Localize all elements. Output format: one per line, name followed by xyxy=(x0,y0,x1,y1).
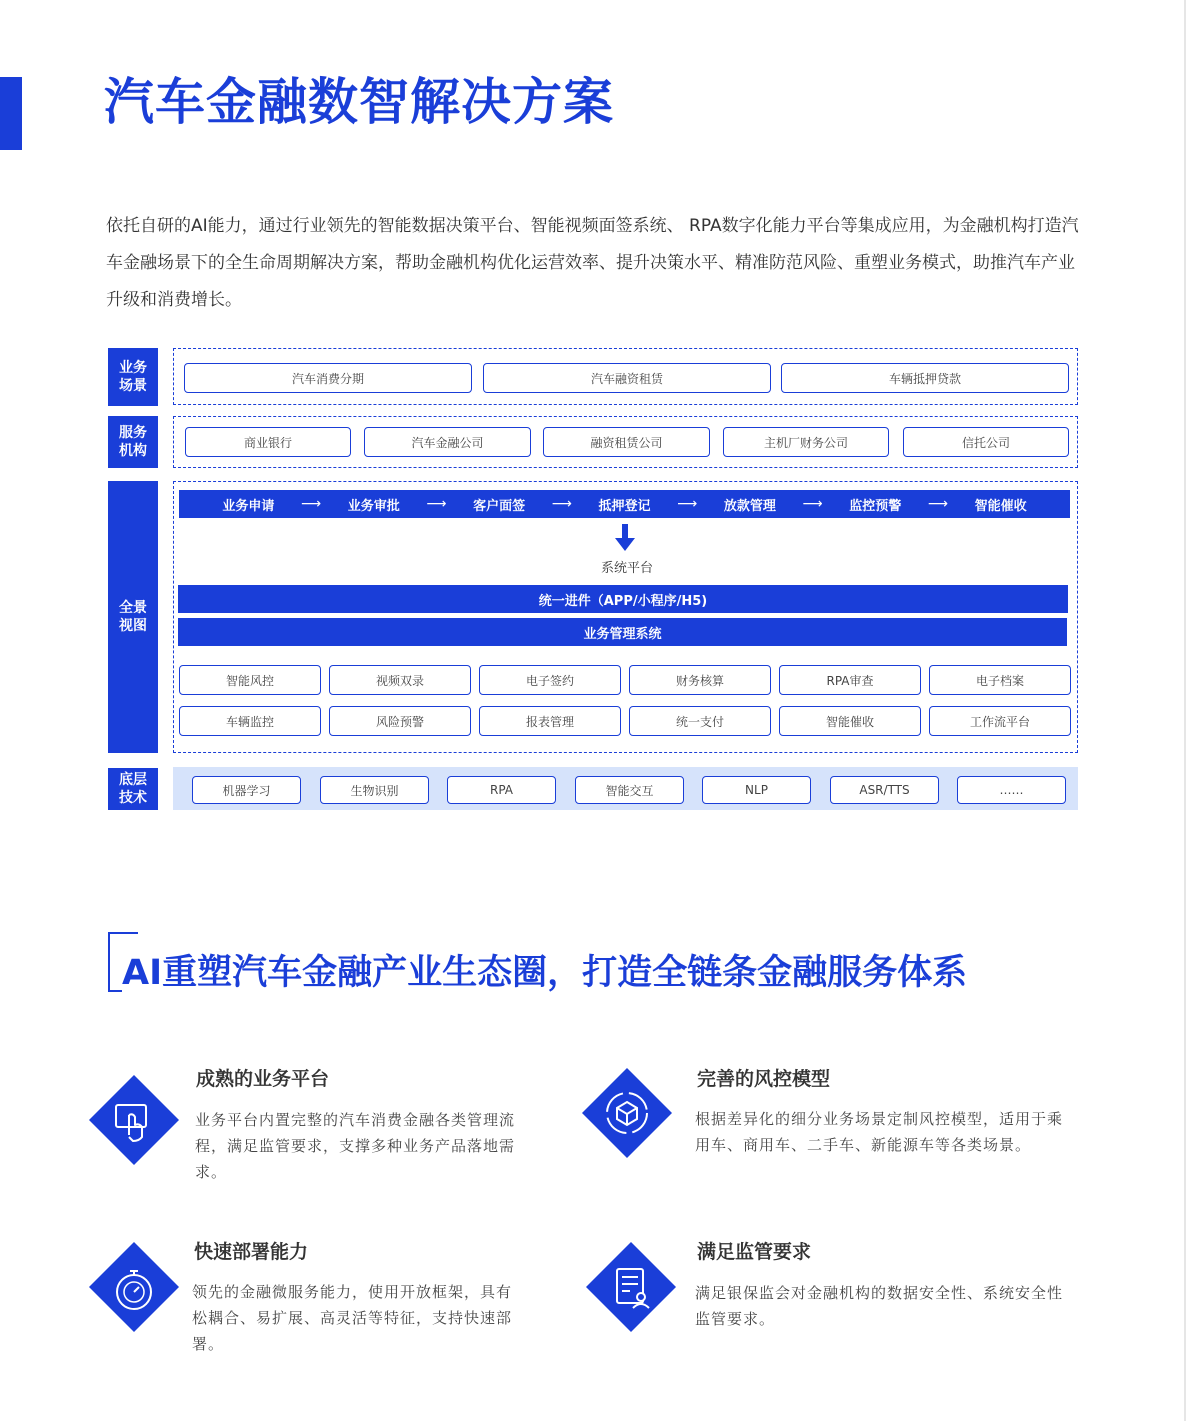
cube-cycle-icon xyxy=(582,1068,672,1158)
arrow-right-icon: ⟶ xyxy=(927,496,948,512)
row-label-institutions: 服务机构 xyxy=(108,416,158,468)
tech-pill: 生物识别 xyxy=(320,776,429,804)
institution-pill: 汽车金融公司 xyxy=(364,427,531,457)
arrow-down-icon xyxy=(615,524,635,552)
business-management-band: 业务管理系统 xyxy=(178,618,1067,646)
tech-pill: NLP xyxy=(702,776,811,804)
tech-pill: 机器学习 xyxy=(192,776,301,804)
document-user-icon xyxy=(586,1242,676,1332)
institution-pill: 融资租赁公司 xyxy=(543,427,710,457)
feature-title: 完善的风控模型 xyxy=(697,1068,831,1090)
scenario-pill: 车辆抵押贷款 xyxy=(781,363,1069,393)
module-pill: 视频双录 xyxy=(329,665,471,695)
feature-title: 成熟的业务平台 xyxy=(196,1068,330,1090)
module-pill: 风险预警 xyxy=(329,706,471,736)
feature-title: 满足监管要求 xyxy=(697,1241,812,1263)
module-pill: 电子签约 xyxy=(479,665,621,695)
row-label-scenarios: 业务场景 xyxy=(108,348,158,406)
module-pill: 财务核算 xyxy=(629,665,771,695)
flow-step: 抵押登记 xyxy=(598,498,651,514)
row-label-panorama: 全景视图 xyxy=(108,481,158,753)
module-pill: 报表管理 xyxy=(479,706,621,736)
platform-label: 系统平台 xyxy=(600,561,653,576)
arrow-right-icon: ⟶ xyxy=(802,496,823,512)
module-pill: 电子档案 xyxy=(929,665,1071,695)
page-title: 汽车金融数智解决方案 xyxy=(104,73,614,131)
flow-step: 放款管理 xyxy=(723,498,776,514)
feature-desc: 领先的金融微服务能力，使用开放框架，具有松耦合、易扩展、高灵活等特征，支持快速部署。 xyxy=(192,1283,513,1353)
institution-pill: 信托公司 xyxy=(903,427,1069,457)
title-accent-bar xyxy=(0,77,22,150)
flow-step: 业务审批 xyxy=(347,498,400,514)
institution-pill: 商业银行 xyxy=(185,427,351,457)
tech-pill: 智能交互 xyxy=(575,776,684,804)
flow-step: 业务申请 xyxy=(222,498,275,514)
feature-title: 快速部署能力 xyxy=(194,1241,309,1263)
flow-step: 监控预警 xyxy=(849,498,902,514)
module-pill: 工作流平台 xyxy=(929,706,1071,736)
module-pill: 车辆监控 xyxy=(179,706,321,736)
module-pill: 智能风控 xyxy=(179,665,321,695)
arrow-right-icon: ⟶ xyxy=(300,496,322,512)
feature-desc: 满足银保监会对金融机构的数据安全性、系统安全性监管要求。 xyxy=(695,1284,1064,1328)
module-pill: RPA审查 xyxy=(779,665,921,695)
tech-pill: RPA xyxy=(447,776,556,804)
arrow-right-icon: ⟶ xyxy=(551,496,572,512)
scenario-pill: 汽车消费分期 xyxy=(184,363,472,393)
tech-pill: …… xyxy=(957,776,1066,804)
unified-intake-band: 统一进件（APP/小程序/H5) xyxy=(178,585,1068,613)
row-label-tech: 底层技术 xyxy=(108,768,158,810)
arrow-right-icon: ⟶ xyxy=(426,496,447,512)
flow-step: 智能催收 xyxy=(974,498,1027,514)
arrow-right-icon: ⟶ xyxy=(677,496,698,512)
module-pill: 统一支付 xyxy=(629,706,771,736)
tech-pill: ASR/TTS xyxy=(830,776,939,804)
section-title: AI重塑汽车金融产业生态圈，打造全链条金融服务体系 xyxy=(122,953,968,993)
stopwatch-icon xyxy=(89,1242,179,1332)
module-pill: 智能催收 xyxy=(779,706,921,736)
flow-step: 客户面签 xyxy=(473,498,526,514)
scenario-pill: 汽车融资租赁 xyxy=(483,363,771,393)
institution-pill: 主机厂财务公司 xyxy=(723,427,889,457)
feature-desc: 根据差异化的细分业务场景定制风控模型，适用于乘用车、商用车、二手车、新能源车等各类场景。 xyxy=(695,1110,1064,1154)
intro-paragraph: 依托自研的AI能力，通过行业领先的智能数据决策平台、智能视频面签系统、 RPA数字化能力平台等集成应用，为金融机构打造汽车金融场景下的全生命周期解决方案，帮助金融机构优化运营效率、提升决策水平、精准防范风险、重塑业务模式，助推汽车产业升级和消费增长。 xyxy=(106,216,1079,310)
touch-screen-icon xyxy=(89,1075,179,1165)
process-flow-bar xyxy=(179,490,1070,518)
feature-desc: 业务平台内置完整的汽车消费金融各类管理流程，满足监管要求，支撑多种业务产品落地需求。 xyxy=(195,1111,516,1181)
